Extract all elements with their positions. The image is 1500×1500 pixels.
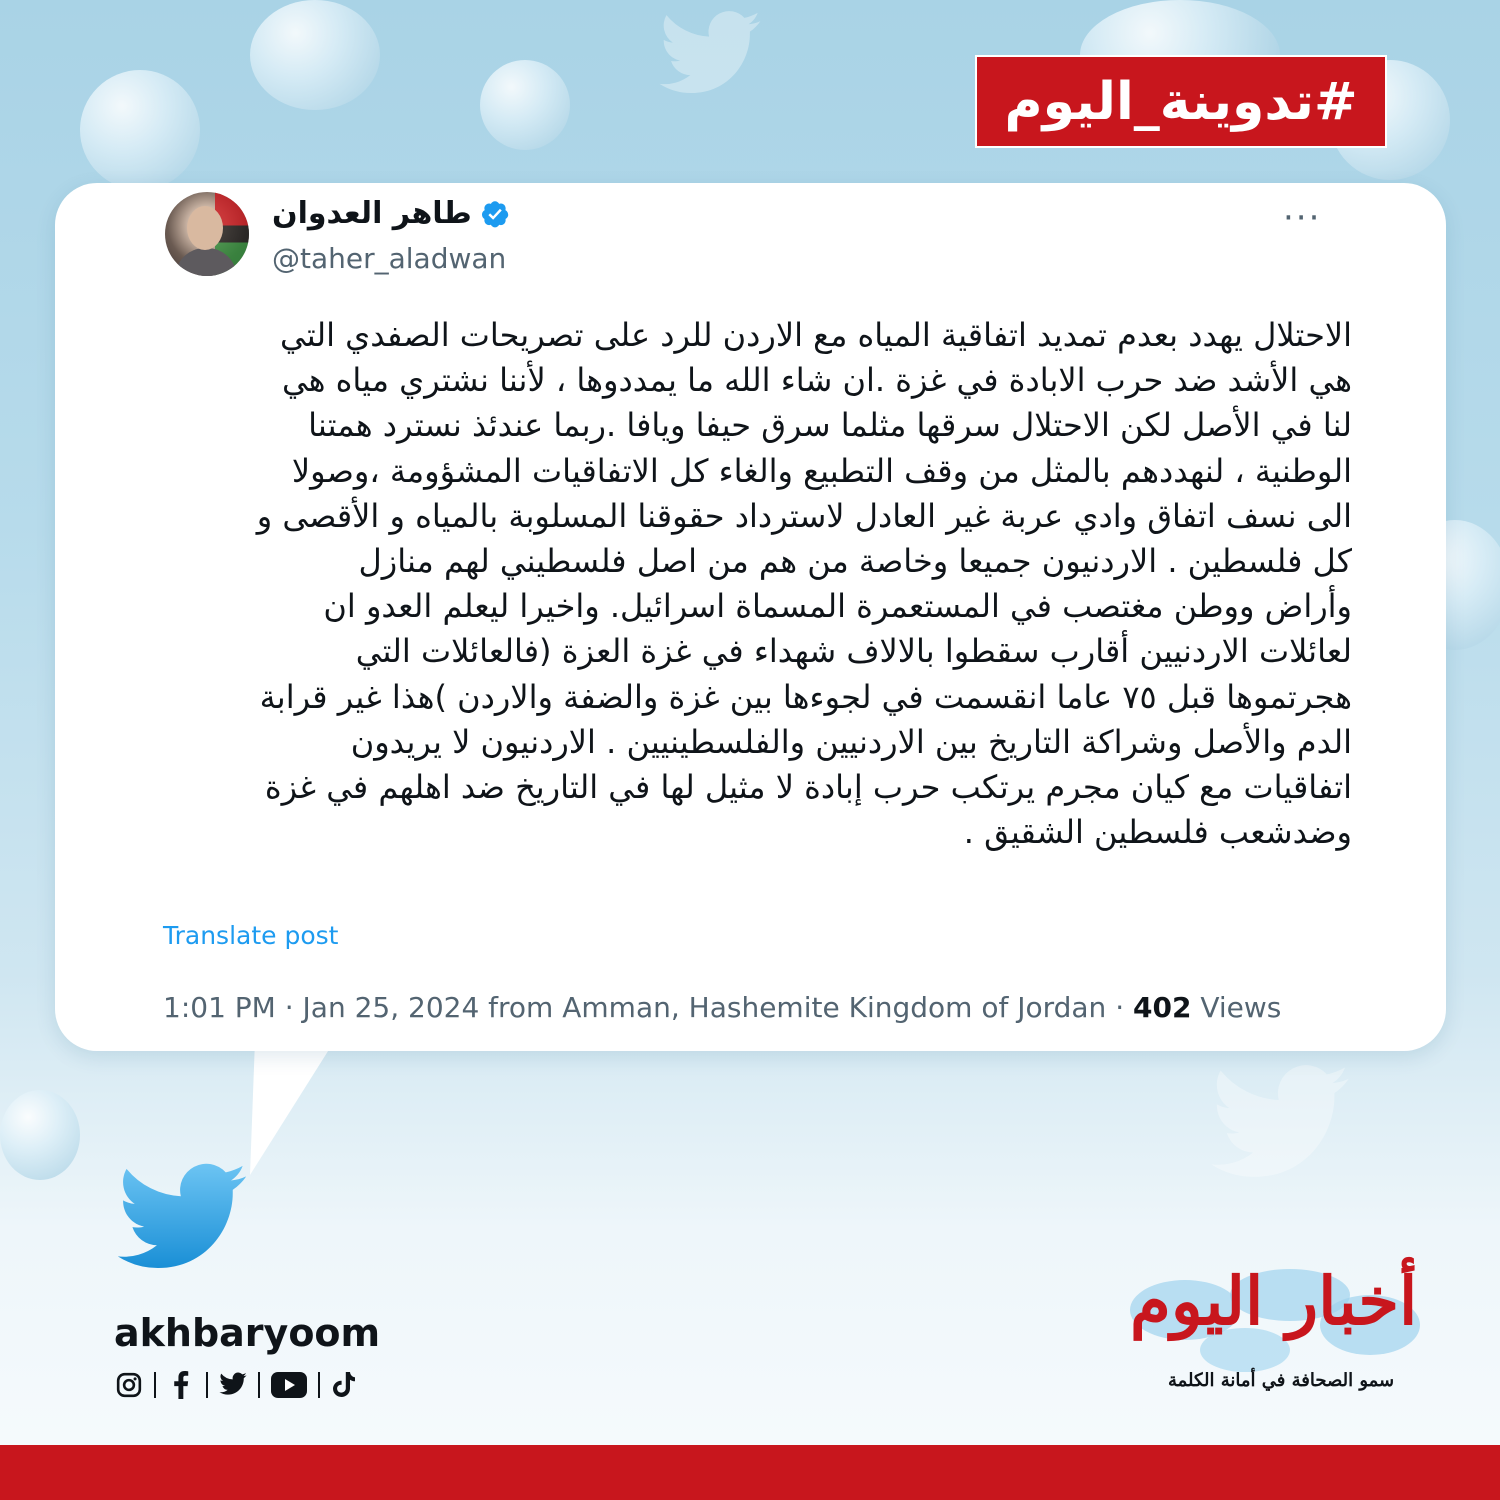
social-icons <box>114 1370 360 1400</box>
twitter-bird-icon <box>112 1160 252 1285</box>
tweet-line: وأراض ووطن مغتصب في المستعمرة المسماة اسرائيل. واخيرا ليعلم العدو ان <box>323 587 1352 626</box>
speech-bubble-tail <box>245 1040 335 1180</box>
translate-post-link[interactable]: Translate post <box>163 921 339 950</box>
tweet-line: لنا في الأصل لكن الاحتلال سرقها مثلما سرق حيفا ويافا .ربما عندئذ نسترد همتنا <box>308 406 1352 445</box>
tweet-meta <box>163 991 1281 1024</box>
facebook-icon[interactable] <box>166 1370 196 1400</box>
divider <box>258 1372 260 1398</box>
tweet-text <box>160 313 1352 855</box>
youtube-icon[interactable] <box>270 1370 308 1400</box>
twitter-icon[interactable] <box>218 1370 248 1400</box>
tweet-line: الى نسف اتفاق وادي عربة غير العادل لاسترداد حقوقنا المسلوبة بالمياه و الأقصى و <box>256 496 1352 535</box>
brand-handle: akhbaryoom <box>114 1311 381 1355</box>
author-row <box>272 196 510 231</box>
footer-bar <box>0 1445 1500 1500</box>
instagram-icon[interactable] <box>114 1370 144 1400</box>
logo-title: أخبار اليوم <box>1130 1262 1418 1340</box>
tweet-line: كل فلسطين . الاردنيون جميعا وخاصة من هم من اصل فلسطيني لهم منازل <box>358 542 1352 581</box>
author-handle[interactable]: @taher_aladwan <box>272 242 507 275</box>
tweet-line: الوطنية ، لنهددهم بالمثل من وقف التطبيع والغاء كل الاتفاقيات المشؤومة ،وصولا <box>291 451 1352 490</box>
more-options-button[interactable]: ··· <box>1283 198 1322 238</box>
hashtag-banner: #تدوينة_اليوم <box>975 55 1387 148</box>
tweet-line: لعائلات الاردنيين أقارب سقطوا بالالاف شهداء في غزة العزة (فالعائلات التي <box>355 632 1352 671</box>
tweet-line: اتفاقيات مع كيان مجرم يرتكب حرب إبادة لا مثيل لها في التاريخ ضد اهلهم في غزة <box>264 768 1352 807</box>
author-name[interactable]: طاهر العدوان <box>272 196 472 231</box>
views-label: Views <box>1191 991 1282 1024</box>
divider <box>318 1372 320 1398</box>
tweet-line: هي الأشد ضد حرب الابادة في غزة .ان شاء الله ما يمددوها ، لأننا نشتري مياه هي <box>281 361 1352 400</box>
tweet-line: الدم والأصل وشراكة التاريخ بين الاردنيين والفلسطينيين . الاردنيون لا يريدون <box>350 722 1352 761</box>
verified-badge-icon <box>480 199 510 229</box>
tiktok-icon[interactable] <box>330 1370 360 1400</box>
avatar[interactable] <box>165 192 249 276</box>
tweet-line: وضدشعب فلسطين الشقيق . <box>963 813 1352 852</box>
views-count: 402 <box>1133 991 1192 1024</box>
tweet-line: الاحتلال يهدد بعدم تمديد اتفاقية المياه مع الاردن للرد على تصريحات الصفدي التي <box>280 316 1352 354</box>
tweet-line: هجرتموها قبل ٧٥ عاما انقسمت في لجوءها بين غزة والضفة والاردن )هذا غير قرابة <box>259 677 1352 716</box>
divider <box>206 1372 208 1398</box>
logo-subtitle: سمو الصحافة في أمانة الكلمة <box>1168 1370 1395 1391</box>
tweet-timestamp[interactable]: 1:01 PM · Jan 25, 2024 from Amman, Hashemite Kingdom of Jordan · <box>163 991 1133 1024</box>
divider <box>154 1372 156 1398</box>
